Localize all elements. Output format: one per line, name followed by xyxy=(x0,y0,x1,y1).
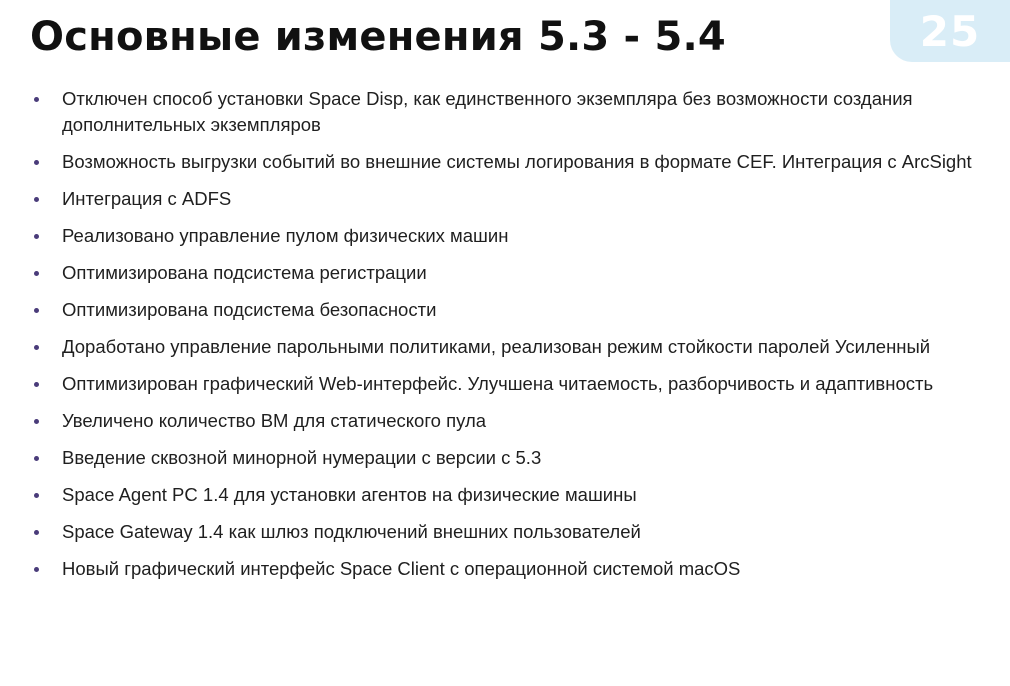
bullet-icon xyxy=(34,382,39,387)
list-item xyxy=(30,556,990,582)
list-item xyxy=(30,519,990,545)
page-number: 25 xyxy=(919,6,981,56)
list-item-text: Введение сквозной минорной нумерации с версии с 5.3 xyxy=(62,447,542,468)
bullet-icon xyxy=(34,567,39,572)
bullet-icon xyxy=(34,271,39,276)
list-item xyxy=(30,334,990,360)
list-item xyxy=(30,186,990,212)
list-item-text: Оптимизирована подсистема регистрации xyxy=(62,262,427,283)
bullet-icon xyxy=(34,530,39,535)
bullet-icon xyxy=(34,308,39,313)
list-item xyxy=(30,408,990,434)
bullet-icon xyxy=(34,493,39,498)
list-item xyxy=(30,371,990,397)
list-item xyxy=(30,149,990,175)
bullet-icon xyxy=(34,456,39,461)
change-list xyxy=(30,86,990,593)
list-item-text: Space Gateway 1.4 как шлюз подключений внешних пользователей xyxy=(62,521,641,542)
bullet-icon xyxy=(34,345,39,350)
bullet-icon xyxy=(34,419,39,424)
bullet-icon xyxy=(34,160,39,165)
page-number-badge xyxy=(890,0,1010,62)
list-item xyxy=(30,297,990,323)
list-item-text: Space Agent PC 1.4 для установки агентов на физические машины xyxy=(62,484,637,505)
list-item-text: Доработано управление парольными политиками, реализован режим стойкости паролей Усиленный xyxy=(62,336,931,357)
list-item xyxy=(30,86,990,138)
list-item-text: Оптимизирована подсистема безопасности xyxy=(62,299,437,320)
list-item-text: Возможность выгрузки событий во внешние системы логирования в формате CEF. Интеграция с ArcSight xyxy=(62,151,972,172)
slide-title: Основные изменения 5.3 - 5.4 xyxy=(30,14,726,60)
list-item xyxy=(30,445,990,471)
bullet-icon xyxy=(34,234,39,239)
bullet-icon xyxy=(34,97,39,102)
list-item-text: Отключен способ установки Space Disp, как единственного экземпляра без возможности создания дополнительных экземпляров xyxy=(62,88,913,135)
list-item-text: Реализовано управление пулом физических машин xyxy=(62,225,509,246)
list-item-text: Новый графический интерфейс Space Client с операционной системой macOS xyxy=(62,558,741,579)
list-item xyxy=(30,223,990,249)
list-item xyxy=(30,260,990,286)
list-item-text: Оптимизирован графический Web-интерфейс. Улучшена читаемость, разборчивость и адаптивность xyxy=(62,373,934,394)
list-item-text: Интеграция с ADFS xyxy=(62,188,232,209)
list-item-text: Увеличено количество ВМ для статического пула xyxy=(62,410,487,431)
list-item xyxy=(30,482,990,508)
bullet-icon xyxy=(34,197,39,202)
